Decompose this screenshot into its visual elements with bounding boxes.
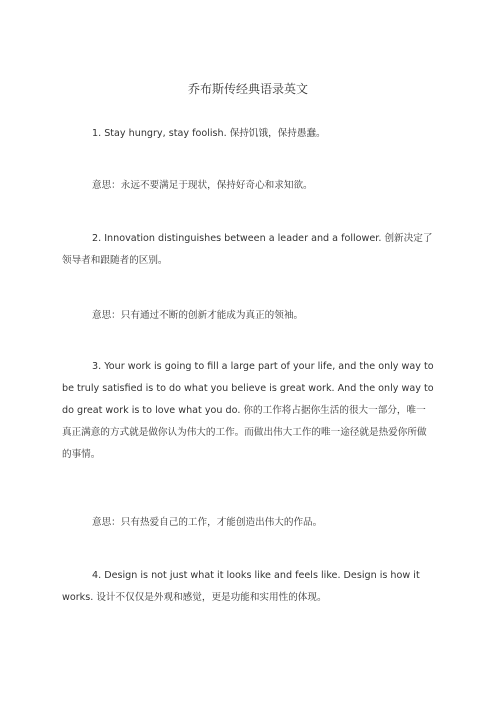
meaning-paragraph-2: 意思：只有通过不断的创新才能成为真正的领袖。 — [92, 310, 304, 321]
quote-paragraph-1: 1. Stay hungry, stay foolish. 保持饥饿，保持愚蠢。 — [92, 128, 326, 139]
meaning-paragraph-3: 意思：只有热爱自己的工作，才能创造出伟大的作品。 — [92, 517, 323, 528]
quote-paragraph-3: 3. Your work is going to fill a large part of your life, and the only way to be truly satisfied is to do what you believe is great work. And the only way to do great work is to love what you do. 你的工作将占据你生活的很大一部分，唯一真正满意的方式就是做你认为伟大的工作。而做出伟大工作的唯一途径就是热爱你所做的事情。 — [62, 361, 434, 460]
document-title: 乔布斯传经典语录英文 — [187, 82, 308, 96]
meaning-paragraph-1: 意思：永远不要满足于现状，保持好奇心和求知欲。 — [92, 180, 313, 191]
quote-paragraph-2: 2. Innovation distinguishes between a leader and a follower. 创新决定了领导者和跟随者的区别。 — [62, 233, 433, 266]
quote-paragraph-4: 4. Design is not just what it looks like and feels like. Design is how it works. 设计不仅仅是外观和感觉，更是功能和实用性的体现。 — [62, 570, 420, 603]
